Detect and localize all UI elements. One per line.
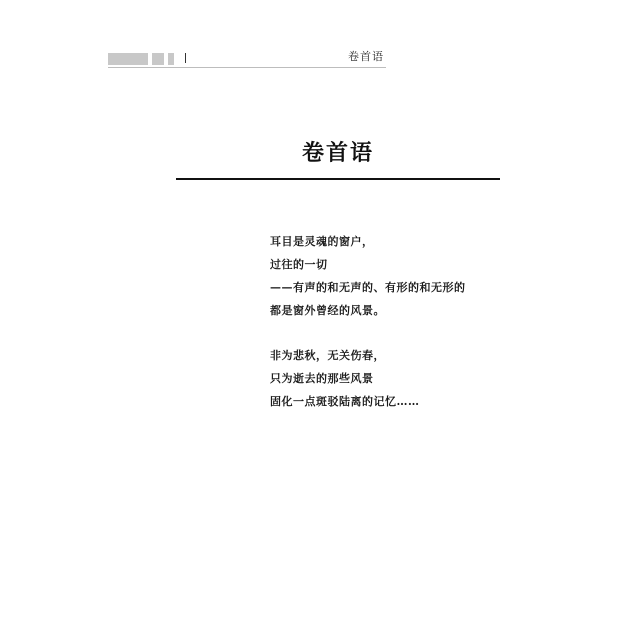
header-decor-block <box>152 53 164 65</box>
poem-line: ——有声的和无声的、有形的和无形的 <box>270 281 466 294</box>
header-rule <box>108 67 386 68</box>
poem-line: 只为逝去的那些风景 <box>270 372 374 385</box>
poem-line: 过往的一切 <box>270 258 328 271</box>
poem-stanza <box>270 348 466 417</box>
poem-line: 耳目是灵魂的窗户， <box>270 235 374 248</box>
page-title: 卷首语 <box>301 141 374 166</box>
poem-line: 都是窗外曾经的风景。 <box>270 304 385 317</box>
running-header <box>108 50 386 68</box>
header-decor-block <box>108 53 148 65</box>
poem-line: 固化一点斑驳陆离的记忆…… <box>270 395 420 408</box>
poem-stanza <box>270 234 466 326</box>
poem <box>270 234 466 439</box>
header-tick-mark <box>185 53 186 63</box>
header-decor-block <box>168 53 174 65</box>
title-underline-rule <box>176 178 500 180</box>
poem-line: 非为悲秋，无关伤春， <box>270 349 385 362</box>
running-header-title: 卷首语 <box>348 50 384 63</box>
